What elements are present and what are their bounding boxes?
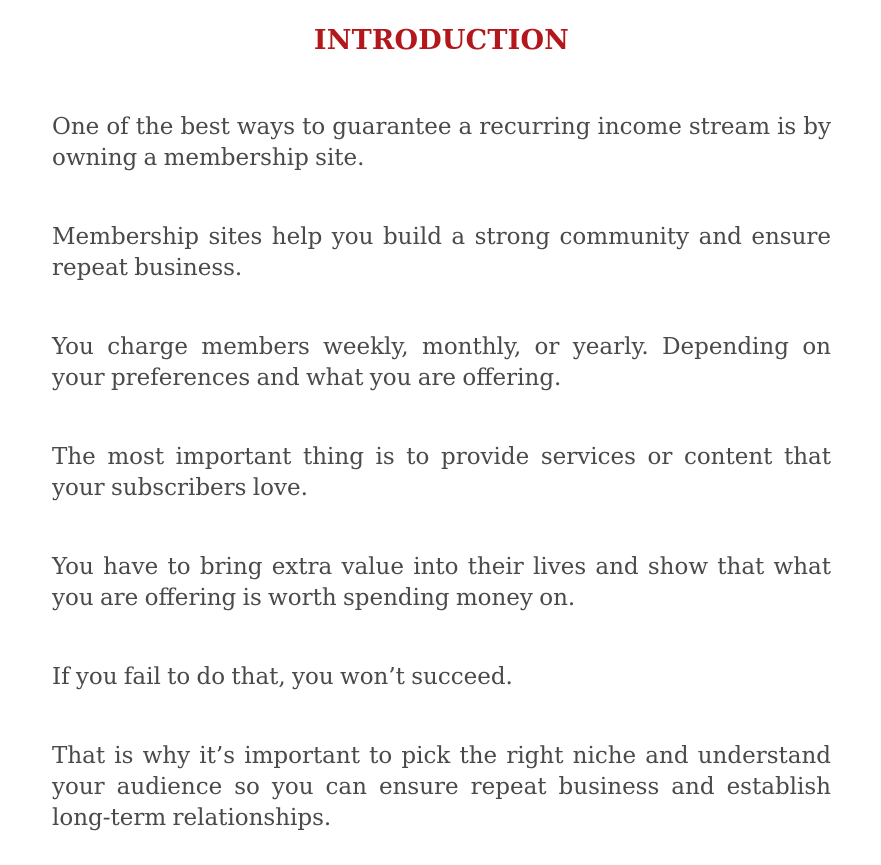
paragraph-6: If you fail to do that, you won’t succeed. [52,664,513,690]
paragraph-5: You have to bring extra value into their lives and show that what you are offering is worth spending money on. [52,554,831,611]
paragraph-4: The most important thing is to provide services or content that your subscribers love. [52,444,831,501]
document-page [52,0,831,834]
paragraph-3: You charge members weekly, monthly, or yearly. Depending on your preferences and what you are offering. [52,334,831,391]
paragraph-7: That is why it’s important to pick the right niche and understand your audience so you can ensure repeat business and establish long-term relationships. [52,743,831,831]
paragraph-1: One of the best ways to guarantee a recurring income stream is by owning a membership site. [52,114,831,171]
paragraph-2: Membership sites help you build a strong community and ensure repeat business. [52,224,831,281]
page-title: INTRODUCTION [313,25,570,56]
